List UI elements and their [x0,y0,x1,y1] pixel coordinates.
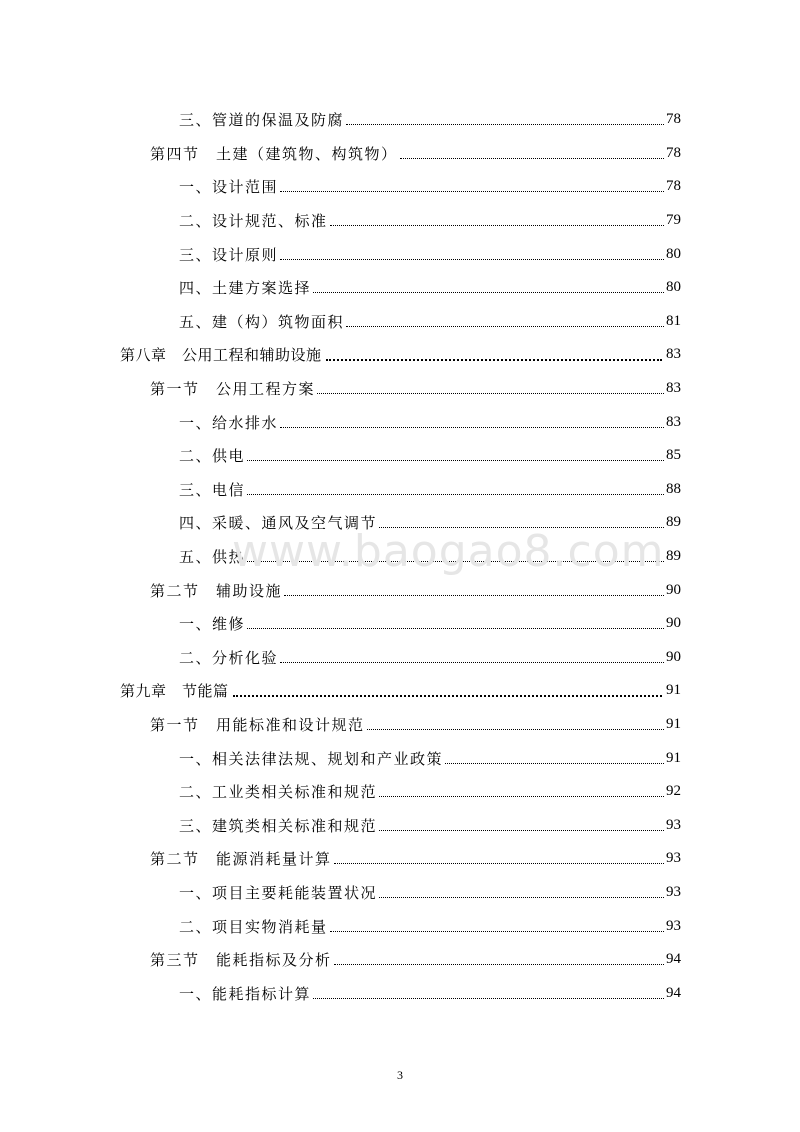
toc-entry-page: 93 [666,816,681,833]
toc-entry-label: 一、能耗指标计算 [179,984,312,1003]
toc-entry[interactable] [0,674,800,708]
toc-entry-page: 83 [666,346,681,363]
toc-entry[interactable] [0,573,800,607]
toc-entry-label: 四、土建方案选择 [179,279,312,298]
toc-entry[interactable] [0,338,800,372]
toc-entry-label: 三、设计原则 [179,245,279,264]
toc-entry-page: 78 [666,178,681,195]
toc-entry-page: 93 [666,917,681,934]
toc-leader-dots [280,427,664,428]
page-number: 3 [397,1068,403,1082]
toc-leader-dots [280,259,664,260]
toc-entry[interactable] [0,540,800,574]
toc-entry[interactable] [0,473,800,507]
toc-entry-label: 第一节 公用工程方案 [150,380,316,399]
toc-entry-page: 90 [666,615,681,632]
watermark: www.baogao8.com [232,526,665,577]
toc-leader-dots [379,830,664,831]
toc-entry[interactable] [0,305,800,339]
toc-entry-label: 一、项目主要耗能装置状况 [179,883,378,902]
toc-entry-page: 91 [666,749,681,766]
toc-entry-label: 二、项目实物消耗量 [179,917,328,936]
toc-entry-page: 91 [666,715,681,732]
toc-entry-page: 81 [666,312,681,329]
toc-leader-dots [330,931,664,932]
toc-leader-dots [313,292,664,293]
toc-entry-label: 二、设计规范、标准 [179,212,328,231]
toc-entry-label: 五、供热 [179,548,246,567]
toc-entry-page: 92 [666,783,681,800]
toc-leader-dots [379,897,664,898]
toc-leader-dots [334,964,664,965]
toc-entry-label: 一、维修 [179,615,246,634]
toc-leader-dots [346,124,664,125]
toc-leader-dots [330,225,664,226]
toc-entry-page: 89 [666,548,681,565]
toc-entry-page: 78 [666,111,681,128]
toc-leader-dots [280,191,664,192]
toc-entry-page: 80 [666,245,681,262]
toc-entry[interactable] [0,943,800,977]
toc-entry[interactable] [0,641,800,675]
toc-entry-label: 二、供电 [179,447,246,466]
toc-entry-label: 第九章 节能篇 [120,682,229,701]
toc-entry-page: 78 [666,144,681,161]
toc-leader-dots [233,695,662,697]
toc-entry-page: 93 [666,883,681,900]
toc-leader-dots [445,763,664,764]
toc-entry[interactable] [0,103,800,137]
toc-entry[interactable] [0,237,800,271]
toc-entry[interactable] [0,439,800,473]
toc-entry-label: 二、分析化验 [179,648,279,667]
toc-entry-label: 第二节 能源消耗量计算 [150,850,332,869]
toc-entry[interactable] [0,372,800,406]
toc-entry-label: 三、建筑类相关标准和规范 [179,816,378,835]
toc-entry-label: 五、建（构）筑物面积 [179,312,345,331]
toc-entry-page: 88 [666,480,681,497]
toc-entry[interactable] [0,808,800,842]
toc-leader-dots [334,863,664,864]
toc-leader-dots [247,460,664,461]
toc-leader-dots [280,662,664,663]
toc-entry[interactable] [0,976,800,1010]
toc-entry-label: 第三节 能耗指标及分析 [150,951,332,970]
toc-leader-dots [284,595,664,596]
toc-entry-label: 第八章 公用工程和辅助设施 [120,346,322,365]
toc-entry-page: 93 [666,850,681,867]
toc-entry-label: 二、工业类相关标准和规范 [179,783,378,802]
toc-leader-dots [379,527,664,528]
toc-entry[interactable] [0,909,800,943]
toc-entry[interactable] [0,506,800,540]
toc-entry[interactable] [0,876,800,910]
toc-entry-page: 89 [666,514,681,531]
toc-entry-page: 83 [666,380,681,397]
toc-leader-dots [379,796,664,797]
toc-entry-label: 一、相关法律法规、规划和产业政策 [179,749,444,768]
toc-entry-page: 80 [666,279,681,296]
toc-leader-dots [247,494,664,495]
toc-leader-dots [247,561,664,562]
toc-leader-dots [400,158,664,159]
toc-entry[interactable] [0,842,800,876]
toc-entry-label: 三、电信 [179,480,246,499]
toc-entry[interactable] [0,607,800,641]
toc-entry-page: 90 [666,581,681,598]
toc-entry-label: 第一节 用能标准和设计规范 [150,715,365,734]
toc-entry-label: 四、采暖、通风及空气调节 [179,514,378,533]
toc-leader-dots [247,628,664,629]
toc-entry[interactable] [0,775,800,809]
toc-leader-dots [367,729,664,730]
table-of-contents [0,103,800,1010]
toc-entry[interactable] [0,137,800,171]
toc-entry-label: 第二节 辅助设施 [150,581,283,600]
toc-leader-dots [317,393,664,394]
toc-entry-label: 一、设计范围 [179,178,279,197]
toc-entry[interactable] [0,204,800,238]
toc-entry-page: 91 [666,682,681,699]
toc-entry-label: 第四节 土建（建筑物、构筑物） [150,144,398,163]
toc-entry[interactable] [0,170,800,204]
toc-entry[interactable] [0,708,800,742]
toc-entry-label: 三、管道的保温及防腐 [179,111,345,130]
toc-entry[interactable] [0,271,800,305]
toc-entry-label: 一、给水排水 [179,413,279,432]
toc-entry[interactable] [0,405,800,439]
toc-entry-page: 79 [666,212,681,229]
toc-entry-page: 83 [666,413,681,430]
toc-entry-page: 90 [666,648,681,665]
toc-entry-page: 94 [666,951,681,968]
toc-entry-page: 94 [666,984,681,1001]
toc-leader-dots [326,359,662,361]
toc-leader-dots [346,326,664,327]
toc-entry-page: 85 [666,447,681,464]
toc-entry[interactable] [0,741,800,775]
toc-leader-dots [313,998,664,999]
